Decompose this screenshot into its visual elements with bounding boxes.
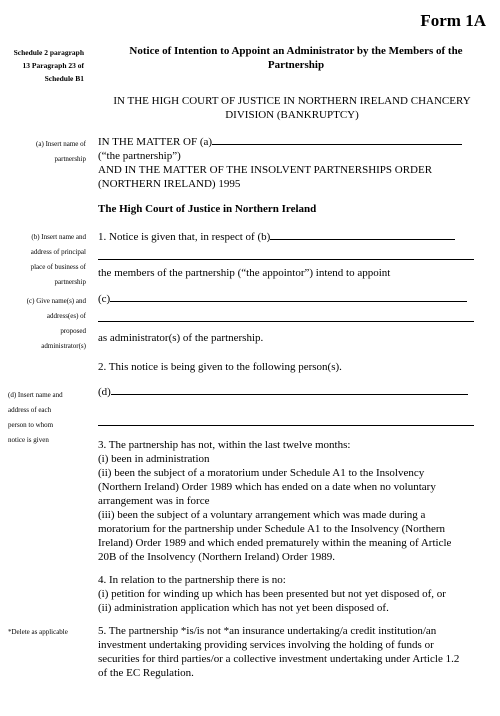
paragraph-3 — [98, 438, 486, 564]
note-line: partnership — [54, 278, 86, 286]
para3-line: Ireland) Order 1989 and which ended prematurely within the meaning of Article — [98, 537, 452, 549]
paragraph-1-end: as administrator(s) of the partnership. — [98, 332, 264, 344]
para5-line: investment undertaking providing services involving the holding of funds or — [98, 639, 434, 651]
form-title — [112, 44, 480, 72]
note-line: address of each — [8, 406, 52, 414]
para5-line: 5. The partnership *is/is not *an insurance undertaking/a credit institution/an — [98, 625, 437, 637]
principal-place-field-line[interactable] — [98, 259, 474, 260]
para3-line: arrangement was in force — [98, 495, 210, 507]
matter-line-1: IN THE MATTER OF (a) — [98, 135, 486, 149]
note-line: place of business of — [30, 263, 86, 271]
matter-line-2: (“the partnership”) — [98, 150, 181, 162]
recipient-field[interactable] — [111, 394, 468, 395]
para5-line: of the EC Regulation. — [98, 667, 194, 679]
form-number: Form 1A — [420, 11, 486, 30]
matter-section — [98, 135, 486, 191]
partnership-name-field[interactable] — [212, 144, 462, 145]
para3-line: (ii) been the subject of a moratorium under Schedule A1 to the Insolvency — [98, 467, 425, 479]
schedule-line: Schedule B1 — [44, 74, 84, 83]
paragraph-2: 2. This notice is being given to the following person(s). — [98, 361, 342, 373]
margin-note-c — [8, 294, 86, 354]
schedule-reference — [8, 46, 84, 85]
margin-note-b — [8, 230, 86, 290]
court-line: DIVISION (BANKRUPTCY) — [225, 109, 359, 121]
note-line: (b) Insert name and — [31, 233, 86, 241]
court-line: IN THE HIGH COURT OF JUSTICE IN NORTHERN IRELAND CHANCERY — [113, 95, 471, 107]
para4-line: (ii) administration application which has not yet been disposed of. — [98, 602, 389, 614]
administrator-field-line[interactable] — [98, 321, 474, 322]
paragraph-1-cont: the members of the partnership (“the appointor”) intend to appoint — [98, 267, 391, 279]
paragraph-5 — [98, 624, 486, 680]
paragraph-4 — [98, 573, 486, 615]
note-line: (a) Insert name of — [36, 140, 86, 148]
para3-line: (Northern Ireland) Order 1989 which has ended on a date when no voluntary — [98, 481, 436, 493]
paragraph-1-lead: 1. Notice is given that, in respect of (b) — [98, 230, 486, 244]
matter-line-4: (NORTHERN IRELAND) 1995 — [98, 178, 241, 190]
note-line: (d) Insert name and — [8, 391, 63, 399]
margin-note-d — [8, 388, 86, 448]
margin-note-a — [8, 137, 86, 167]
administrator-line: (c) — [98, 292, 486, 306]
para3-lead: 3. The partnership has not, within the last twelve months: — [98, 439, 351, 451]
title-line: Notice of Intention to Appoint an Administrator by the Members of the — [129, 45, 463, 57]
recipient-field-line[interactable] — [98, 425, 474, 426]
para5-line: securities for third parties/or a collective investment undertaking under Article 1.2 — [98, 653, 460, 665]
note-line: administrator(s) — [41, 342, 86, 350]
schedule-line: Schedule 2 paragraph — [13, 48, 84, 57]
para3-line: 20B of the Insolvency (Northern Ireland) Order 1989. — [98, 551, 336, 563]
title-line: Partnership — [267, 59, 325, 71]
note-line: address(es) of — [46, 312, 86, 320]
note-line: proposed — [60, 327, 86, 335]
matter-line-3: AND IN THE MATTER OF THE INSOLVENT PARTNERSHIPS ORDER — [98, 164, 433, 176]
note-line: notice is given — [8, 436, 49, 444]
note-line: partnership — [54, 155, 86, 163]
court-heading — [98, 94, 486, 122]
para3-line: moratorium for the partnership under Schedule A1 to the Insolvency (Northern — [98, 523, 446, 535]
administrator-name-field[interactable] — [110, 301, 467, 302]
principal-place-field[interactable] — [270, 239, 455, 240]
schedule-line: 13 Paragraph 23 of — [22, 61, 84, 70]
delete-note: *Delete as applicable — [8, 628, 68, 636]
note-line: (c) Give name(s) and — [26, 297, 86, 305]
note-line: person to whom — [8, 421, 54, 429]
para4-line: (i) petition for winding up which has been presented but not yet disposed of, or — [98, 588, 446, 600]
para3-line: (i) been in administration — [98, 453, 210, 465]
para3-line: (iii) been the subject of a voluntary arrangement which was made during a — [98, 509, 426, 521]
note-line: address of principal — [30, 248, 86, 256]
para4-lead: 4. In relation to the partnership there is no: — [98, 574, 286, 586]
court-subheading: The High Court of Justice in Northern Ireland — [98, 203, 317, 215]
recipient-line: (d) — [98, 385, 486, 399]
